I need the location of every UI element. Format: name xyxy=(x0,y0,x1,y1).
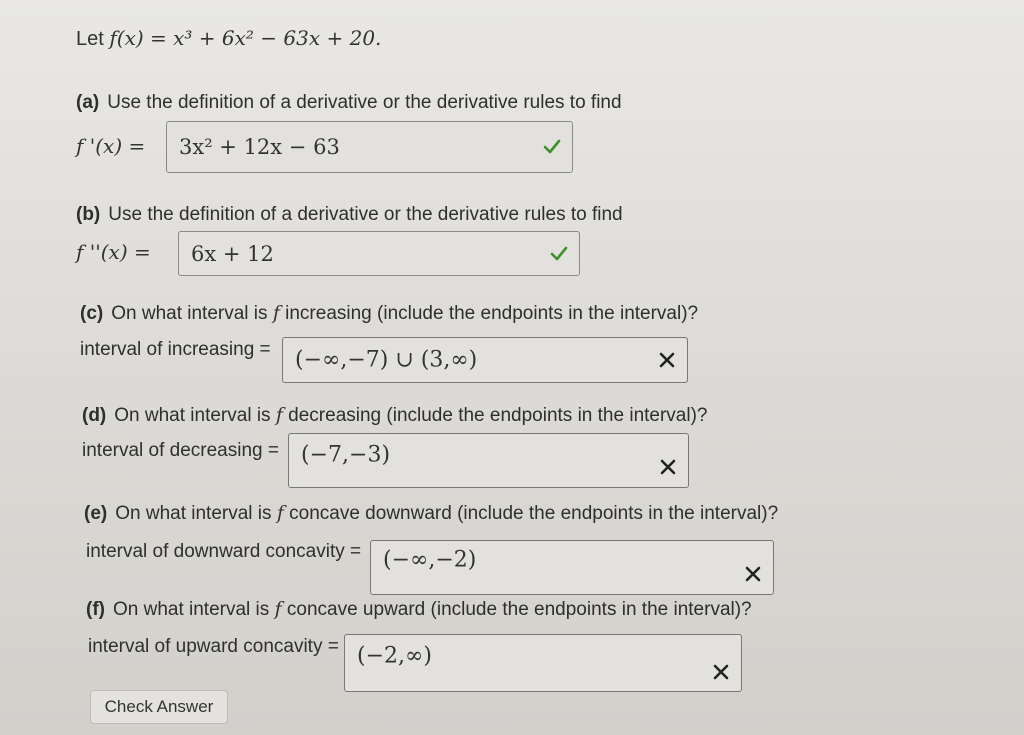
part-b-tag: (b) xyxy=(76,204,101,225)
part-d-text-pre: On what interval is xyxy=(114,405,271,426)
part-e-tag: (e) xyxy=(84,503,108,524)
part-c-text-post: increasing (include the endpoints in the interval)? xyxy=(285,303,699,324)
part-a-tag: (a) xyxy=(76,92,100,113)
part-d-question xyxy=(82,404,708,427)
part-f-var: f xyxy=(274,598,282,620)
part-f-question xyxy=(86,598,752,621)
part-e-question xyxy=(84,502,778,525)
part-e-text-pre: On what interval is xyxy=(115,503,272,524)
part-d-label: interval of decreasing = xyxy=(82,440,279,461)
cross-icon xyxy=(743,564,763,584)
part-c-label: interval of increasing = xyxy=(80,339,271,360)
part-b-question xyxy=(76,204,623,226)
part-c-answer-field[interactable] xyxy=(282,337,688,383)
part-f-answer: (−2,∞) xyxy=(357,643,432,669)
cross-icon xyxy=(658,457,678,477)
part-b-answer: 6x + 12 xyxy=(191,241,274,266)
part-d-tag: (d) xyxy=(82,405,107,426)
part-c-question xyxy=(80,302,698,325)
checkmark-icon xyxy=(542,137,562,157)
part-d-text-post: decreasing (include the endpoints in the interval)? xyxy=(288,405,708,426)
cross-icon xyxy=(711,662,731,682)
part-f-tag: (f) xyxy=(86,599,105,620)
check-answer-button[interactable]: Check Answer xyxy=(90,690,228,724)
problem-statement xyxy=(76,26,381,51)
part-e-answer-field[interactable] xyxy=(370,540,774,595)
part-c-text-pre: On what interval is xyxy=(111,303,268,324)
part-b-text: Use the definition of a derivative or the derivative rules to find xyxy=(108,204,623,225)
part-a-label: f '(x) = xyxy=(76,134,146,158)
part-f-text-pre: On what interval is xyxy=(112,599,270,620)
problem-intro: Let xyxy=(76,28,104,50)
part-e-text-post: concave downward (include the endpoints in the interval)? xyxy=(289,503,779,524)
part-f-label: interval of upward concavity = xyxy=(88,636,339,657)
part-a-answer-field[interactable] xyxy=(166,121,573,173)
part-b-label: f ''(x) = xyxy=(76,240,151,264)
part-a-answer: 3x² + 12x − 63 xyxy=(179,135,340,159)
part-c-answer: (−∞,−7) ∪ (3,∞) xyxy=(295,347,478,373)
part-e-var: f xyxy=(276,502,284,524)
part-d-answer-field[interactable] xyxy=(288,433,689,488)
part-a-text: Use the definition of a derivative or the derivative rules to find xyxy=(107,92,622,113)
part-a-question xyxy=(76,92,622,114)
part-c-var: f xyxy=(272,302,280,324)
function-expression: f(x) = x³ + 6x² − 63x + 20. xyxy=(109,26,382,50)
cross-icon xyxy=(657,350,677,370)
part-f-answer-field[interactable] xyxy=(344,634,742,692)
checkmark-icon xyxy=(549,244,569,264)
part-d-var: f xyxy=(275,404,283,426)
part-c-tag: (c) xyxy=(80,303,104,324)
part-e-answer: (−∞,−2) xyxy=(383,547,477,573)
part-f-text-post: concave upward (include the endpoints in the interval)? xyxy=(286,599,752,620)
part-b-answer-field[interactable] xyxy=(178,231,580,276)
part-e-label: interval of downward concavity = xyxy=(86,541,362,562)
part-d-answer: (−7,−3) xyxy=(301,442,391,468)
